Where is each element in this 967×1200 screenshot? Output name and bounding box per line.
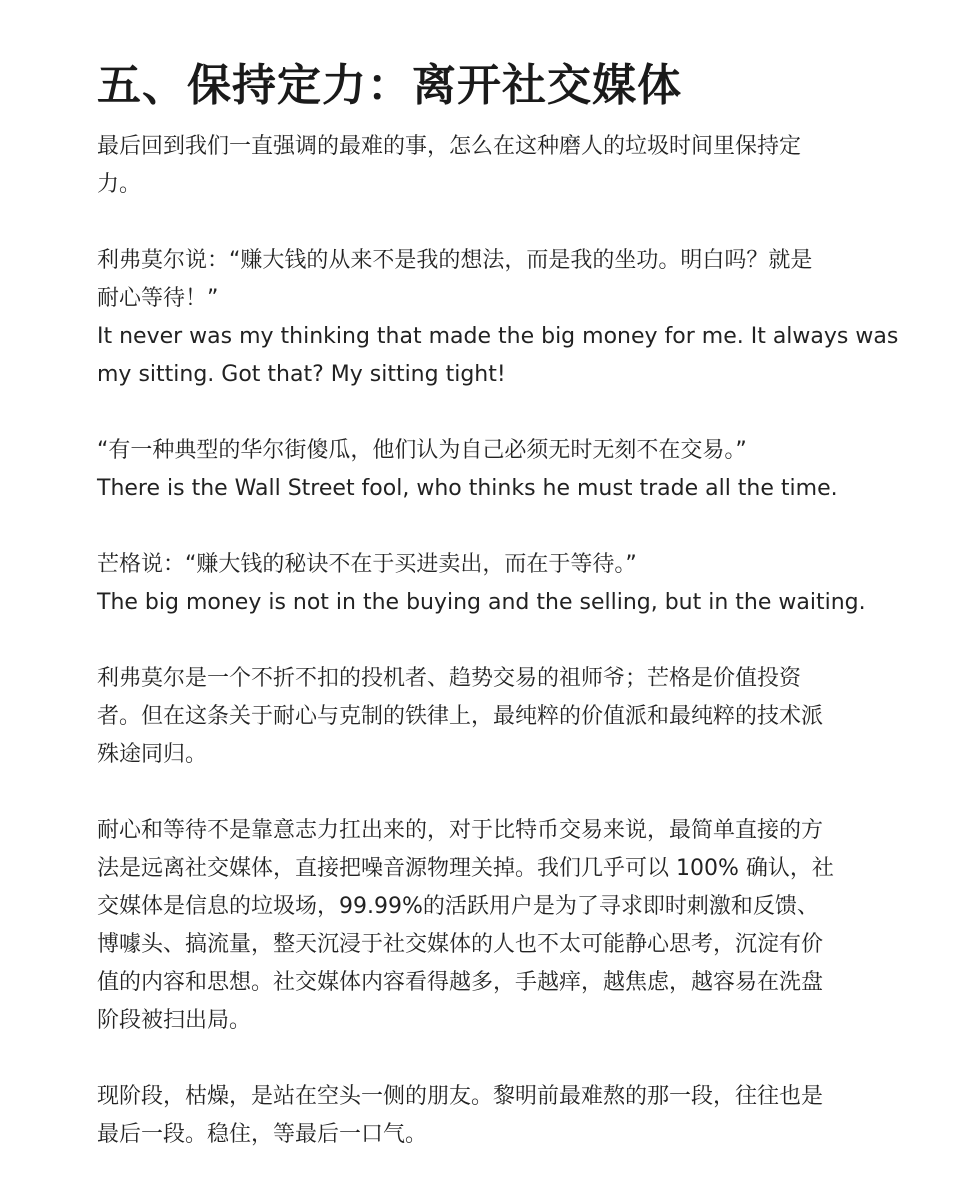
text-line: 者。但在这条关于耐心与克制的铁律上，最纯粹的价值派和最纯粹的技术派	[97, 704, 824, 729]
paragraph-conclusion	[97, 1078, 897, 1154]
paragraph-intro	[97, 128, 897, 204]
text-line: 殊途同归。	[97, 742, 208, 767]
paragraph-social-media	[97, 812, 897, 1040]
text-line: The big money is not in the buying and the selling, but in the waiting.	[97, 590, 866, 615]
text-line: 耐心和等待不是靠意志力扛出来的，对于比特币交易来说，最简单直接的方	[97, 818, 824, 843]
text-line: 芒格说：“赚大钱的秘诀不在于买进卖出，而在于等待。”	[97, 552, 637, 577]
text-line: my sitting. Got that? My sitting tight!	[97, 362, 506, 387]
text-line: 阶段被扫出局。	[97, 1008, 252, 1033]
paragraph-munger-quote	[97, 546, 897, 622]
text-line: 利弗莫尔是一个不折不扣的投机者、趋势交易的祖师爷；芒格是价值投资	[97, 666, 802, 691]
paragraph-livermore-quote	[97, 242, 897, 394]
text-line: 最后一段。稳住，等最后一口气。	[97, 1122, 428, 1147]
text-line: 交媒体是信息的垃圾场，99.99%的活跃用户是为了寻求即时刺激和反馈、	[97, 894, 819, 919]
text-line: There is the Wall Street fool, who thinks he must trade all the time.	[97, 476, 838, 501]
text-line: It never was my thinking that made the big money for me. It always was	[97, 324, 899, 349]
section-heading: 五、保持定力：离开社交媒体	[97, 60, 682, 111]
text-line: 耐心等待！”	[97, 286, 219, 311]
text-line: 博噱头、搞流量，整天沉浸于社交媒体的人也不太可能静心思考，沉淀有价	[97, 932, 824, 957]
text-line: 力。	[97, 172, 142, 197]
paragraph-wall-street-fool	[97, 432, 897, 508]
text-line: 法是远离社交媒体，直接把噪音源物理关掉。我们几乎可以 100% 确认，社	[97, 856, 834, 881]
paragraph-comparison	[97, 660, 897, 774]
article	[97, 54, 897, 1154]
text-line: 最后回到我们一直强调的最难的事，怎么在这种磨人的垃圾时间里保持定	[97, 134, 802, 159]
text-line: 值的内容和思想。社交媒体内容看得越多，手越痒，越焦虑，越容易在洗盘	[97, 970, 824, 995]
text-line: “有一种典型的华尔街傻瓜，他们认为自己必须无时无刻不在交易。”	[97, 438, 747, 463]
text-line: 利弗莫尔说：“赚大钱的从来不是我的想法，而是我的坐功。明白吗？就是	[97, 248, 813, 273]
text-line: 现阶段，枯燥，是站在空头一侧的朋友。黎明前最难熬的那一段，往往也是	[97, 1084, 824, 1109]
